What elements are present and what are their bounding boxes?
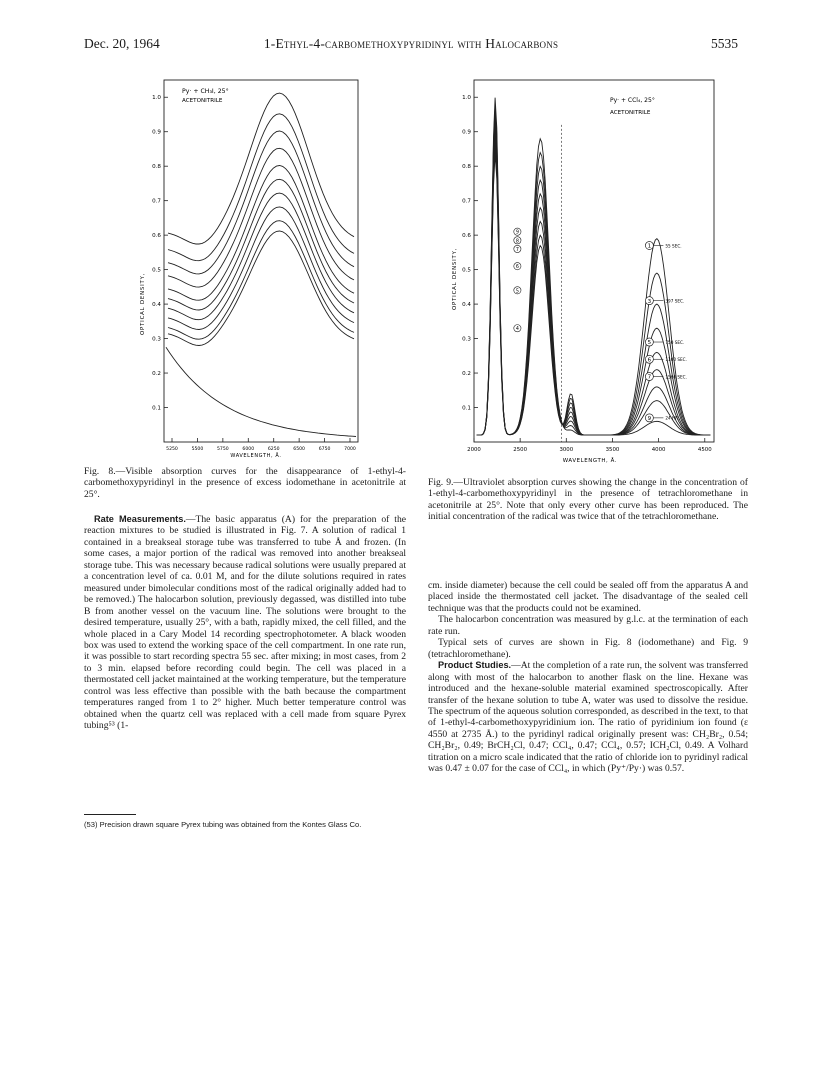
fig9-time-label: 24 HR. (665, 415, 680, 421)
fig9-legend-line1: Py· + CCl₄, 25° (610, 97, 655, 104)
fig9-time-label: 397 SEC. (665, 298, 685, 304)
fig9-spectrum-curve (477, 112, 711, 435)
figure-9 (440, 70, 730, 470)
fig8-spectrum-curve (168, 231, 354, 346)
fig9-spectrum-curve (477, 105, 711, 435)
fig9-xtick-label: 3000 (559, 447, 574, 453)
fig8-ytick-label: 0.4 (152, 302, 161, 309)
fig8-ytick-label: 0.2 (152, 371, 161, 378)
product-studies-body: —At the completion of a rate run, the solvent was transferred along with most of the halocarbon to another flask on the line. Hexane was introduced and the hexane-soluble material examined spectroscopically. After transfer of the hexane solution to tube A, water was used to dissolve the residue. The spectrum of the aqueous solution corresponded, as described in the text, to that of 1-ethyl-4-carbomethoxypyridinium ion. The ratio of pyridinium ion found (ε 4550 at 2735 Å.) to the pyridinyl radical originally present was: CH₂Br₂, 0.54; CH₂Br₂, 0.49; BrCH₂Cl, 0.47; CCl₄, 0.47; CCl₄, 0.57; ICH₂Cl, 0.49. A Volhard titration on a micro scale indicated that the ratio of chloride ion to pyridinyl radical was 0.47 ± 0.07 for the case of CCl₄, in which (Py⁺/Py·) was 0.57. (428, 660, 748, 775)
fig8-spectrum-curve (168, 93, 354, 244)
fig9-left-number: 9 (515, 230, 519, 236)
footnote-rule (84, 814, 136, 815)
fig9-curve-number: 5 (647, 340, 652, 347)
fig8-ytick-label: 0.8 (152, 164, 161, 171)
fig8-xtick-label: 6000 (242, 447, 255, 452)
fig9-xtick-label: 4000 (651, 447, 666, 453)
product-studies-heading: Product Studies. (438, 660, 512, 671)
fig8-xtick-label: 6250 (267, 447, 280, 452)
fig8-ytick-label: 1.0 (152, 95, 161, 102)
fig8-ytick-label: 0.9 (152, 129, 161, 136)
fig9-xtick-label: 4500 (697, 447, 712, 453)
fig8-spectrum-curve (168, 179, 354, 310)
fig8-ytick-label: 0.5 (152, 267, 161, 274)
fig9-xtick-label: 2500 (513, 447, 528, 453)
left-column-text (84, 514, 406, 732)
fig8-xtick-label: 7000 (344, 447, 356, 452)
fig9-left-number: 8 (515, 239, 519, 245)
fig9-ytick-label: 0.4 (462, 302, 471, 309)
fig9-spectrum-curve (477, 119, 711, 435)
figure-8 (130, 70, 380, 460)
fig9-xlabel: WAVELENGTH, Å. (562, 458, 618, 464)
fig9-caption: Fig. 9.—Ultraviolet absorption curves showing the change in the concentration of 1-ethyl-4-carbomethoxypyridinyl in the presence of tetrachloromethane in acetonitrile at 25°. Note that only every other curve has been reproduced. The initial concentration of the radical was twice that of the tetrachloromethane. (428, 477, 748, 523)
fig9-xtick-label: 3500 (605, 447, 620, 453)
rate-measurements-heading: Rate Measurements. (94, 514, 186, 524)
fig9-time-label: 1566 SEC. (665, 374, 687, 380)
fig9-time-label: 750 SEC. (665, 339, 685, 345)
fig9-curve-number: 3 (647, 298, 652, 305)
fig8-plot-frame (164, 80, 358, 442)
fig9-ytick-label: 0.6 (462, 233, 471, 240)
header-date: Dec. 20, 1964 (84, 36, 160, 51)
running-header (84, 36, 738, 54)
fig8-ytick-label: 0.7 (152, 198, 161, 205)
fig9-left-number: 7 (515, 247, 519, 253)
fig9-ytick-label: 1.0 (462, 95, 471, 102)
fig9-curve-number: 6 (647, 357, 652, 364)
fig8-ytick-label: 0.1 (152, 405, 161, 412)
fig9-spectrum-curve (477, 140, 711, 435)
header-title: 1-Ethyl-4-carbomethoxypyridinyl with Halocarbons (263, 36, 559, 51)
right-paragraph-2: The halocarbon concentration was measured by g.l.c. at the termination of each rate run. (428, 614, 748, 637)
fig9-ytick-label: 0.1 (462, 405, 471, 412)
fig9-ylabel: OPTICAL DENSITY, (452, 247, 458, 310)
fig8-spectrum-curve (168, 193, 354, 320)
fig8-xtick-label: 5250 (166, 447, 178, 452)
fig9-xtick-label: 2000 (467, 447, 481, 453)
fig9-time-label: 1100 SEC. (665, 357, 687, 363)
fig8-ylabel: OPTICAL DENSITY, (140, 272, 146, 335)
fig9-ytick-label: 0.5 (462, 267, 471, 274)
rate-measurements-body: —The basic apparatus (A) for the preparation of the reaction mixtures to be studied is illustrated in Fig. 7. A solution of radical 1 contained in a breakseal storage tube was transferred to tube Å and frozen. (In some cases, a major portion of the radical was removed into another breakseal storage tube. This was necessary because radical solutions were usually prepared at a concentration level of ca. 0.01 M, and for the dilute solutions required in rates measured under bimolecular conditions most of the radical originally added had to be removed.) The halocarbon solution, previously degassed, was distilled into tube B from another vessel on the vacuum line. The solutions were brought to the desired temperature, usually 25°, with a bath, rapidly mixed, the cell filled, and the whole placed in a Cary Model 14 recording spectrophotometer. A black wooden box was used to extend the working space of the cell compartment. In one rate run, it was possible to start recording spectra 55 sec. after mixing; in most cases, from 2 to 3 min. elapsed before recording could begin. The cell was placed in a thermostated cell jacket maintained at the working temperature, but the temperature control was less effective than possible with the bath because the compartment temperatures ranged from 1 to 2° higher. Much better temperature control was obtained when the quartz cell was replaced with a cell made from square Pyrex tubing⁵³ (1- (84, 514, 406, 732)
fig9-curve-number: 1 (647, 243, 652, 250)
fig9-ytick-label: 0.3 (462, 336, 471, 343)
fig8-xtick-label: 6500 (293, 447, 305, 452)
fig8-xtick-label: 5750 (217, 447, 229, 452)
header-page-number: 5535 (711, 36, 738, 51)
fig9-curve-number: 7 (647, 374, 652, 381)
fig9-ytick-label: 0.9 (462, 129, 471, 136)
fig9-left-number: 4 (515, 327, 519, 333)
right-paragraph-1: cm. inside diameter) because the cell could be sealed off from the apparatus A and placed inside the thermostated cell jacket. The disadvantage of the sealed cell technique was that the products could not be examined. (428, 580, 748, 614)
fig8-spectrum-curve (168, 114, 354, 261)
fig9-time-label: 55 SEC. (665, 243, 682, 249)
fig9-ytick-label: 0.2 (462, 371, 471, 378)
fig8-spectrum-curve (168, 221, 354, 340)
fig8-ytick-label: 0.6 (152, 233, 161, 240)
fig9-ytick-label: 0.8 (462, 164, 471, 171)
fig9-left-number: 5 (515, 289, 519, 295)
right-paragraph-3: Typical sets of curves are shown in Fig. 8 (iodomethane) and Fig. 9 (tetrachloromethane). (428, 637, 748, 660)
fig9-ytick-label: 0.7 (462, 198, 471, 205)
fig8-ytick-label: 0.3 (152, 336, 161, 343)
fig9-spectrum-curve (477, 126, 711, 435)
footnote-53: (53) Precision drawn square Pyrex tubing was obtained from the Kontes Glass Co. (84, 820, 362, 829)
fig8-baseline-curve (166, 347, 356, 436)
fig8-legend-line1: Py· + CH₃I, 25° (182, 88, 229, 95)
fig8-xtick-label: 6750 (318, 447, 331, 452)
fig8-caption: Fig. 8.—Visible absorption curves for the disappearance of 1-ethyl-4-carbomethoxypyridinyl in the presence of excess iodomethane in acetonitrile at 25°. (84, 466, 406, 500)
fig8-legend-line2: ACETONITRILE (182, 98, 223, 104)
right-column-text (428, 580, 748, 775)
fig9-legend-line2: ACETONITRILE (610, 110, 651, 116)
fig8-xtick-label: 5500 (191, 447, 204, 452)
fig9-curve-number: 9 (647, 416, 652, 423)
fig8-xlabel: WAVELENGTH, Å. (230, 453, 282, 459)
fig9-left-number: 6 (515, 265, 519, 271)
